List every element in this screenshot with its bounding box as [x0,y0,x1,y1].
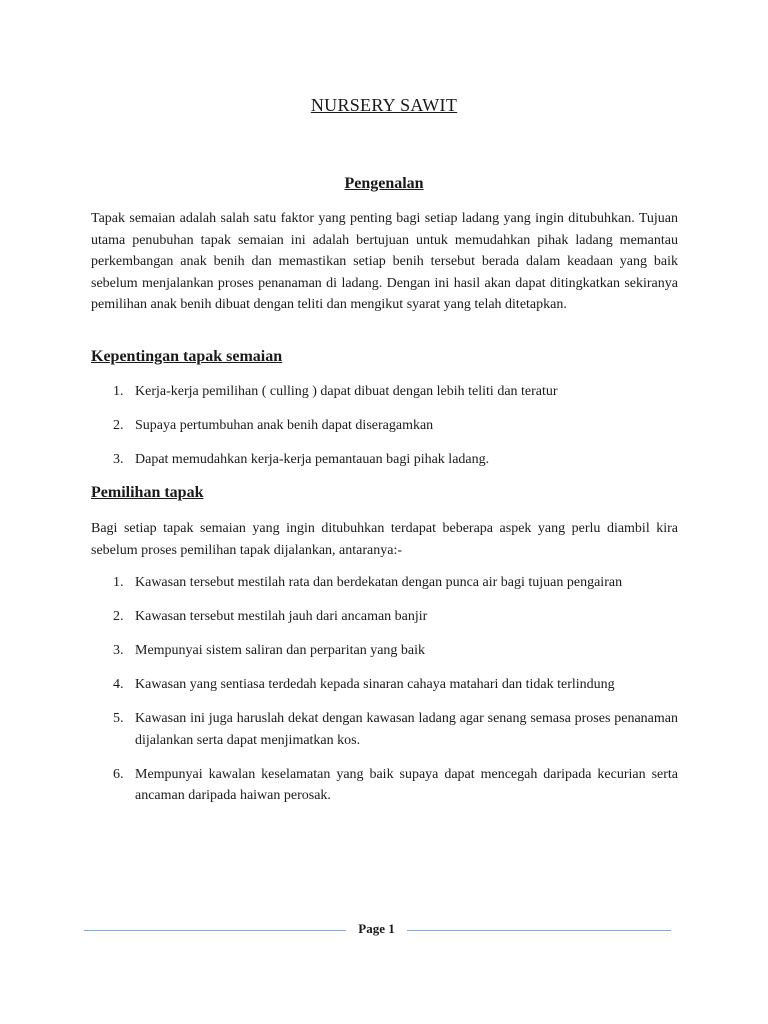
list-item-text: Kawasan tersebut mestilah jauh dari ancaman banjir [135,609,428,624]
list-item [91,764,678,807]
footer-divider-left [84,930,346,931]
list-item [91,674,678,696]
list-item-text: Kawasan yang sentiasa terdedah kepada sinaran cahaya matahari dan tidak terlindung [135,677,615,692]
list-item-text: Kerja-kerja pemilihan ( culling ) dapat dibuat dengan lebih teliti dan teratur [135,384,558,399]
list-item-number: 5. [113,711,124,726]
list-item-number: 2. [113,609,124,624]
list-item-text: Mempunyai sistem saliran dan perparitan yang baik [135,643,426,658]
list-item [91,572,678,594]
intro-paragraph: Tapak semaian adalah salah satu faktor yang penting bagi setiap ladang yang ingin ditubuhkan. Tujuan utama penubuhan tapak semaian ini adalah bertujuan untuk memudahkan pihak ladang memantau perkembangan anak benih dan memastikan setiap benih tersebut berada dalam keadaan yang baik sebelum menjalankan proses penanaman di ladang. Dengan ini hasil akan dapat ditingkatkan sekiranya pemilihan anak benih dibuat dengan teliti dan mengikut syarat yang telah ditetapkan. [91,211,678,312]
list-item-text: Kawasan tersebut mestilah rata dan berdekatan dengan punca air bagi tujuan pengairan [135,575,623,590]
list-item-number: 4. [113,677,124,692]
list-item-number: 3. [113,643,124,658]
list-item-number: 2. [113,418,124,433]
list-item [91,708,678,751]
list-item [91,449,678,471]
list-item-text: Dapat memudahkan kerja-kerja pemantauan bagi pihak ladang. [135,452,490,467]
pemilihan-list [91,572,678,819]
list-item [91,381,678,403]
list-item-number: 3. [113,452,124,467]
pemilihan-paragraph: Bagi setiap tapak semaian yang ingin ditubuhkan terdapat beberapa aspek yang perlu diambil kira sebelum proses pemilihan tapak dijalankan, antaranya:- [91,521,678,558]
list-item [91,415,678,437]
page-number: Page 1 [358,921,395,936]
list-item [91,640,678,662]
list-item-text: Supaya pertumbuhan anak benih dapat diseragamkan [135,418,434,433]
kepentingan-list [91,381,678,483]
kepentingan-heading: Kepentingan tapak semaian [91,348,283,365]
document-title: NURSERY SAWIT [310,95,458,115]
list-item-number: 1. [113,384,124,399]
list-item-text: Mempunyai kawalan keselamatan yang baik supaya dapat mencegah daripada kecurian serta ancaman daripada haiwan perosak. [135,766,678,803]
page-footer [84,920,671,940]
intro-heading: Pengenalan [344,175,424,192]
pemilihan-heading: Pemilihan tapak [91,484,204,501]
list-item-number: 1. [113,575,124,590]
list-item-number: 6. [113,766,124,782]
list-item-text: Kawasan ini juga haruslah dekat dengan kawasan ladang agar senang semasa proses penanaman dijalankan serta dapat menjimatkan kos. [135,711,678,748]
footer-divider-right [407,930,671,931]
list-item [91,606,678,628]
